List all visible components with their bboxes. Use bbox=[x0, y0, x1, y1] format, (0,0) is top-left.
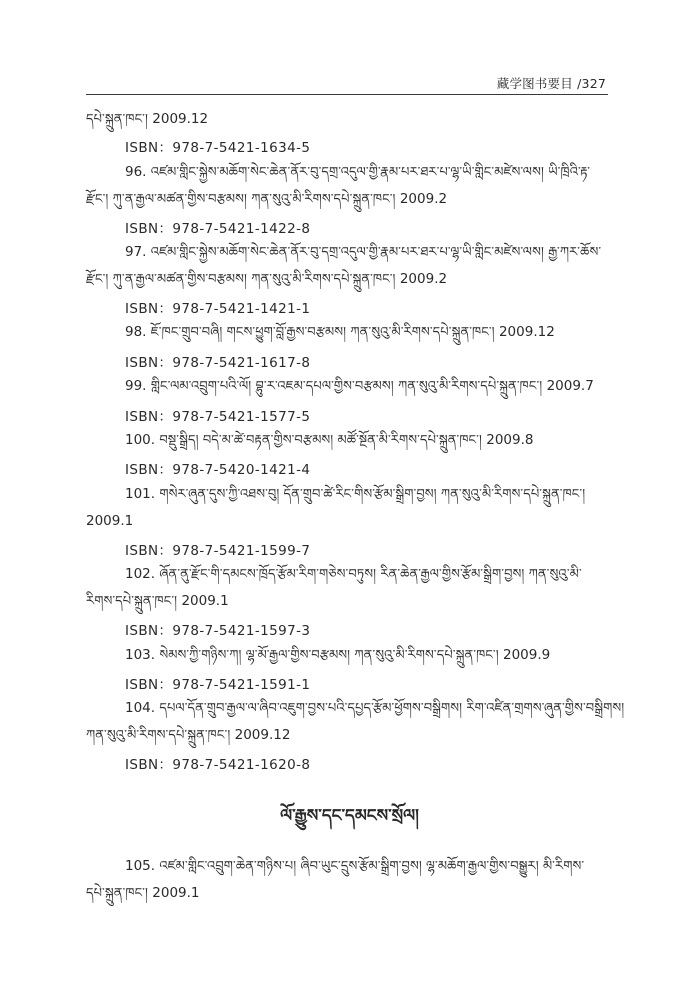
entry-line bbox=[86, 110, 208, 129]
entry-line bbox=[125, 323, 555, 342]
tibetan-text: ཇོ་ཁང་གྲུབ་བཞི། གངས་ཕྱུག་བློ་རྒྱས་བརྩམས། ཀན་སུའུ་མི་རིགས་དཔེ་སྐྲུན་ཁང་། bbox=[150, 325, 495, 340]
tibetan-text: རྫོང་། ཀུ་ན་རྒྱལ་མཚན་གྱིས་བརྩམས། ཀན་སུའུ་མི་རིགས་དཔེ་སྐྲུན་ཁང་། bbox=[86, 192, 396, 207]
tibetan-text: རྫོང་། ཀུ་ན་རྒྱལ་མཚན་གྱིས་བརྩམས། ཀན་སུའུ་མི་རིགས་དཔེ་སྐྲུན་ཁང་། bbox=[86, 272, 396, 287]
entry-line bbox=[125, 565, 582, 584]
year-text: 2009.1 bbox=[181, 593, 229, 609]
entry-line bbox=[86, 512, 133, 530]
year-text: 2009.12 bbox=[498, 324, 555, 340]
entry-number: 104. bbox=[125, 700, 156, 716]
isbn-line: ISBN：978-7-5421-1620-8 bbox=[125, 757, 311, 773]
tibetan-text: གླིང་ལམ་འབྲུག་པའི་ལོ། བྷུ་ར་འཇམ་དཔལ་གྱིས་བརྩམས། ཀན་སུའུ་མི་རིགས་དཔེ་སྐྲུན་ཁང་། bbox=[150, 379, 543, 394]
entry-line bbox=[125, 431, 534, 450]
running-title: 藏学图书要目 /327 bbox=[496, 76, 606, 91]
entry-line bbox=[125, 243, 601, 262]
entry-line bbox=[86, 726, 290, 745]
year-text: 2009.9 bbox=[502, 647, 551, 663]
section-heading: ལོ་རྒྱུས་དང་དམངས་སྲོལ། bbox=[280, 806, 419, 826]
tibetan-text: སེམས་ཀྱི་གཉིས་ཀ། ལྷ་མོ་རྒྱལ་གྱིས་བརྩམས། ཀན་སུའུ་མི་རིགས་དཔེ་སྐྲུན་ཁང་། bbox=[159, 648, 499, 663]
isbn-line: ISBN：978-7-5421-1599-7 bbox=[125, 543, 311, 559]
entry-line bbox=[86, 190, 447, 209]
entry-number: 100. bbox=[125, 432, 156, 448]
year-text: 2009.2 bbox=[399, 191, 448, 207]
entry-number: 102. bbox=[125, 566, 156, 582]
tibetan-text: དཔལ་དོན་གྲུབ་རྒྱལ་ལ་ཞིབ་འཇུག་བྱས་པའི་དཔྱད་རྩོམ་ཕྱོགས་བསྒྲིགས། རིག་འཛིན་གྲགས་ཞུན་གྱིས་བསྒྲིགས། bbox=[159, 701, 625, 716]
year-text: 2009.7 bbox=[546, 378, 594, 394]
tibetan-text: བསྡུ་སྒྲིད། བདེ་མ་ཚེ་བརྟན་གྱིས་བརྩམས། མཚོ་སྔོན་མི་རིགས་དཔེ་སྐྲུན་ཁང་། bbox=[159, 433, 482, 448]
entry-line bbox=[86, 592, 229, 611]
entry-line bbox=[125, 377, 594, 396]
isbn-line: ISBN：978-7-5421-1591-1 bbox=[125, 677, 311, 693]
tibetan-text: དཔེ་སྐྲུན་ཁང་། bbox=[86, 886, 148, 901]
entry-line bbox=[86, 884, 200, 903]
year-text: 2009.12 bbox=[152, 111, 209, 127]
tibetan-text: འཛམ་གླིང་སྐྱེས་མཆོག་སེང་ཆེན་ནོར་བུ་དགྲ་འདུལ་གྱི་རྣམ་པར་ཐར་པ་ལྷ་ཡི་གླིང་མཛེས་ལས། ཡི་ཁྲིའི་རྟ་ bbox=[150, 165, 591, 180]
isbn-line: ISBN：978-7-5421-1597-3 bbox=[125, 623, 311, 639]
entry-number: 99. bbox=[125, 378, 147, 394]
entry-line bbox=[125, 857, 584, 876]
isbn-line: ISBN：978-7-5421-1577-5 bbox=[125, 409, 311, 425]
year-text: 2009.12 bbox=[234, 727, 291, 743]
year-text: 2009.2 bbox=[399, 271, 448, 287]
isbn-line: ISBN：978-7-5421-1422-8 bbox=[125, 221, 311, 237]
isbn-line: ISBN：978-7-5421-1421-1 bbox=[125, 301, 311, 317]
entry-number: 98. bbox=[125, 324, 147, 340]
entry-line bbox=[125, 646, 550, 665]
year-text: 2009.1 bbox=[86, 513, 134, 529]
entry-line bbox=[125, 485, 585, 504]
tibetan-text: གསེར་ཞུན་དུས་ཀྱི་འཐས་བུ། དོན་གྲུབ་ཚེ་རིང་གིས་རྩོམ་སྒྲིག་བྱས། ཀན་སུའུ་མི་རིགས་དཔེ་སྐྲུན་ཁང་། bbox=[159, 487, 586, 502]
entry-number: 103. bbox=[125, 647, 156, 663]
tibetan-text: ཞོན་ནུ་རྫོང་གི་དམངས་ཁྲོད་རྩོམ་རིག་གཅེས་བཏུས། རིན་ཆེན་རྒྱལ་གྱིས་རྩོམ་སྒྲིག་བྱས། ཀན་སུའུ་མི་ bbox=[159, 567, 582, 582]
isbn-line: ISBN：978-7-5421-1634-5 bbox=[125, 140, 311, 156]
entry-number: 97. bbox=[125, 244, 147, 260]
tibetan-text: རིགས་དཔེ་སྐྲུན་ཁང་། bbox=[86, 594, 178, 609]
entry-number: 101. bbox=[125, 486, 156, 502]
tibetan-text: འཛམ་གླིང་སྐྱེས་མཆོག་སེང་ཆེན་ནོར་བུ་དགྲ་འདུལ་གྱི་རྣམ་པར་ཐར་པ་ལྷ་ཡི་གླིང་མཛེས་ལས། རྒྱ་ཀར་ཆོས་ bbox=[150, 245, 602, 260]
isbn-line: ISBN：978-7-5420-1421-4 bbox=[125, 462, 311, 478]
entry-line bbox=[125, 163, 590, 182]
tibetan-text: ཀན་སུའུ་མི་རིགས་དཔེ་སྐྲུན་ཁང་། bbox=[86, 728, 231, 743]
year-text: 2009.1 bbox=[152, 885, 200, 901]
tibetan-text: འཛམ་གླིང་འབྲུག་ཆེན་གཉིས་པ། ཞིབ་ཡུང་དྲུས་རྩོམ་སྒྲིག་བྱས། ལྷ་མཆོག་རྒྱལ་གྱིས་བསྒྱུར། མི་རིགས་ bbox=[159, 859, 585, 874]
entry-line bbox=[125, 699, 624, 718]
year-text: 2009.8 bbox=[486, 432, 534, 448]
tibetan-text: དཔེ་སྐྲུན་ཁང་། bbox=[86, 112, 148, 127]
entry-line bbox=[86, 270, 447, 289]
entry-number: 96. bbox=[125, 164, 147, 180]
isbn-line: ISBN：978-7-5421-1617-8 bbox=[125, 355, 311, 371]
running-header bbox=[86, 72, 608, 95]
entry-number: 105. bbox=[125, 858, 156, 874]
